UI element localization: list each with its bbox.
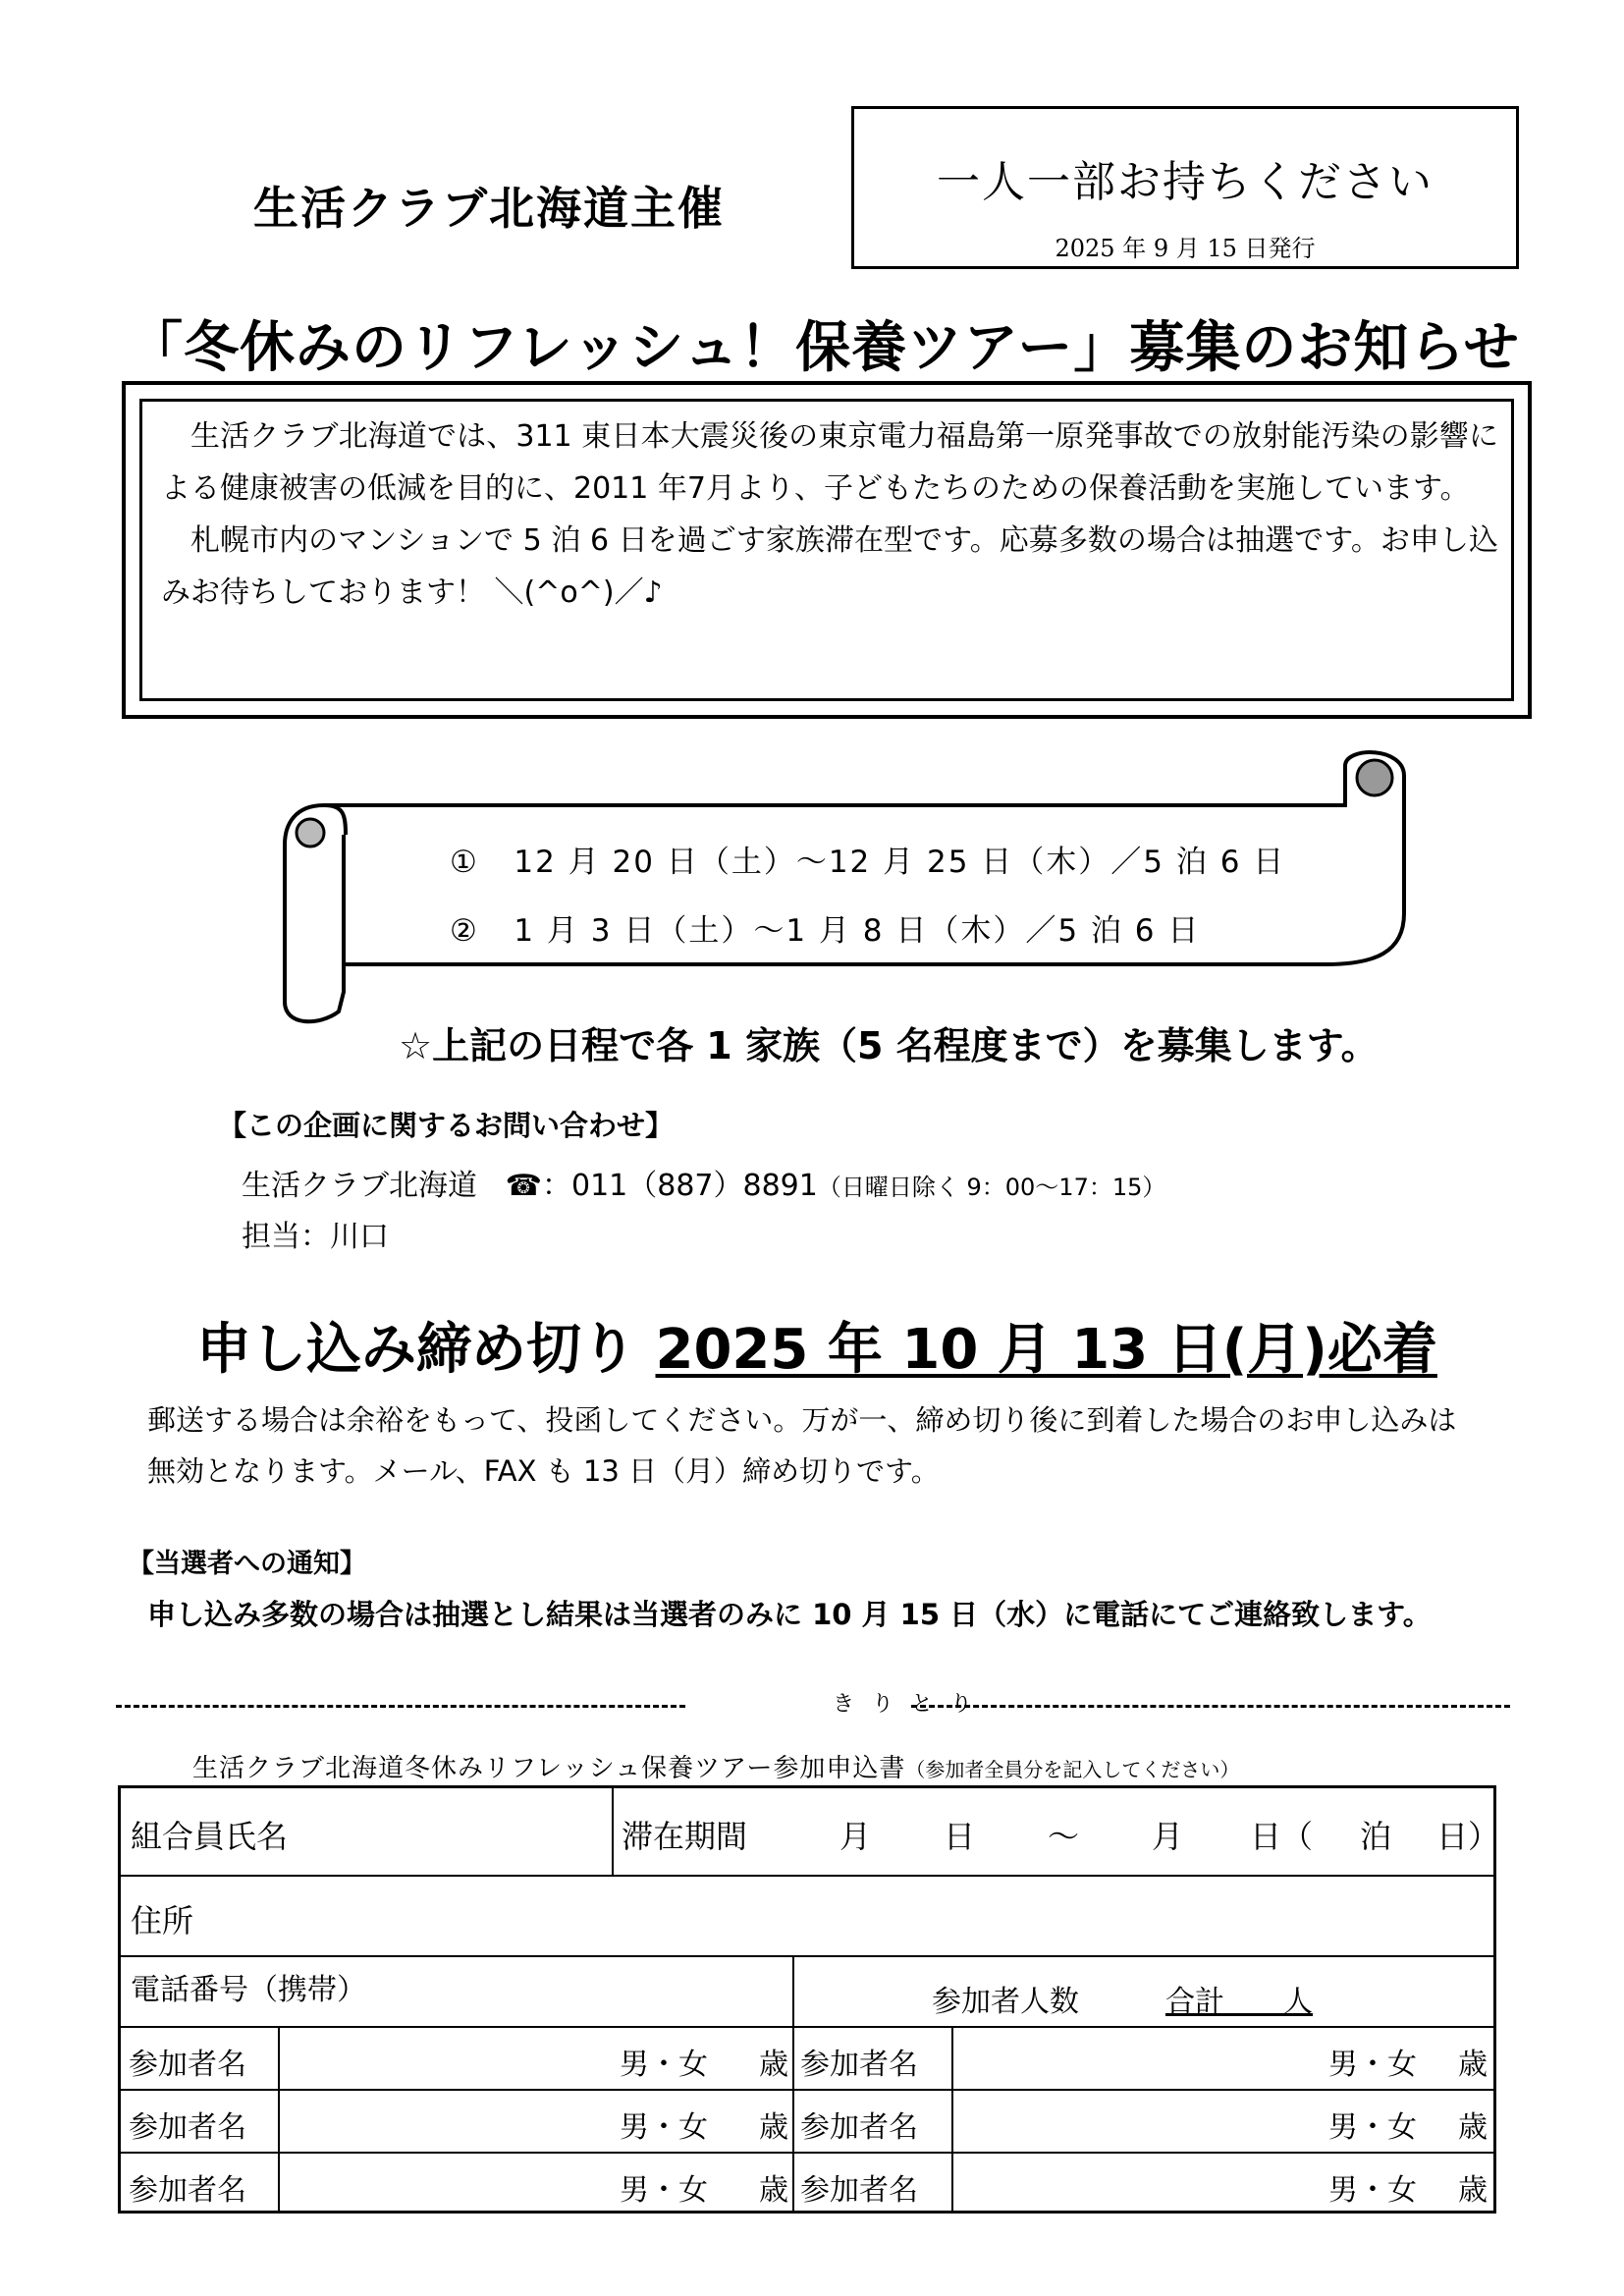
age-label: 歳 xyxy=(1458,2173,1488,2208)
stay-day-2: 日（ xyxy=(1250,1818,1314,1855)
intro-text xyxy=(161,410,1498,619)
divider xyxy=(792,2152,794,2211)
contact-tel: ：011（887）8891 xyxy=(541,1169,818,1203)
application-form xyxy=(118,1785,1500,2214)
age-label: 歳 xyxy=(759,2048,788,2082)
cut-line xyxy=(116,1687,1510,1722)
notice-box xyxy=(851,106,1519,269)
intro-box xyxy=(122,381,1532,719)
divider xyxy=(951,2026,953,2089)
participant-label: 参加者名 xyxy=(800,2048,918,2082)
deadline-heading: 申し込み締め切り 2025 年 10 月 13 日(月)必着 xyxy=(196,1318,1437,1382)
contact-hours: （日曜日除く 9：00～17：15） xyxy=(817,1174,1166,1201)
age-label: 歳 xyxy=(1458,2110,1488,2145)
divider xyxy=(612,1788,614,1875)
gender-option[interactable]: 男・女 xyxy=(620,2173,708,2208)
phone-label: 電話番号（携帯） xyxy=(131,1973,366,2007)
title-rest: 募集のお知らせ xyxy=(1129,316,1520,380)
age-label: 歳 xyxy=(1458,2048,1488,2082)
divider xyxy=(278,2152,280,2211)
cut-dash-right xyxy=(911,1705,1510,1708)
stay-tilde: ～ xyxy=(1048,1818,1080,1855)
age-label: 歳 xyxy=(759,2173,788,2208)
participant-label: 参加者名 xyxy=(129,2110,246,2145)
participant-label: 参加者名 xyxy=(129,2048,246,2082)
participants-count-label: 参加者人数 xyxy=(932,1985,1079,2019)
divider xyxy=(792,2026,794,2089)
participant-label: 参加者名 xyxy=(800,2173,918,2208)
divider xyxy=(951,2089,953,2152)
schedule-item-1: ① 12 月 20 日（土）～12 月 25 日（木）／5 泊 6 日 xyxy=(450,845,1286,880)
divider xyxy=(951,2152,953,2211)
intro-paragraph-1: 生活クラブ北海道では、311 東日本大震災後の東京電力福島第一原発事故での放射能汚染の影響による健康被害の低減を目的に、2011 年7月より、子どもたちのための保養活動を実施しています。 xyxy=(161,419,1498,506)
divider xyxy=(278,2089,280,2152)
issue-date: 2025 年 9 月 15 日発行 xyxy=(1055,235,1316,262)
stay-period-label: 滞在期間 xyxy=(622,1818,748,1855)
participant-row-2 xyxy=(121,2089,1493,2154)
gender-option[interactable]: 男・女 xyxy=(1328,2110,1417,2145)
form-row-phone xyxy=(121,1955,1493,2028)
stay-nights: 泊 xyxy=(1360,1818,1392,1855)
stay-day-1: 日 xyxy=(944,1818,976,1855)
title-quoted: 「冬休みのリフレッシュ！保養ツアー」 xyxy=(128,316,1130,380)
one-copy-notice: 一人一部お持ちください xyxy=(937,157,1434,207)
stay-period-field[interactable] xyxy=(622,1812,1500,1875)
gender-option[interactable]: 男・女 xyxy=(620,2110,708,2145)
organizer-title: 生活クラブ北海道主催 xyxy=(253,182,725,235)
form-title-note: （参加者全員分を記入してください） xyxy=(905,1758,1240,1781)
form-title: 生活クラブ北海道冬休みリフレッシュ保養ツアー参加申込書（参加者全員分を記入してください） xyxy=(192,1754,1240,1783)
deadline-note: 郵送する場合は余裕をもって、投函してください。万が一、締め切り後に到着した場合のお申し込みは無効となります。メール、FAX も 13 日（月）締め切りです。 xyxy=(147,1403,1457,1488)
contact-line xyxy=(242,1161,1165,1204)
gender-option[interactable]: 男・女 xyxy=(1328,2048,1417,2082)
schedule-item-2: ② 1 月 3 日（土）～1 月 8 日（木）／5 泊 6 日 xyxy=(450,913,1201,949)
participant-row-3 xyxy=(121,2152,1493,2211)
deadline-date: 2025 年 10 月 13 日(月)必着 xyxy=(655,1318,1437,1382)
cut-label: きりとり xyxy=(833,1692,991,1717)
participant-label: 参加者名 xyxy=(800,2110,918,2145)
gender-option[interactable]: 男・女 xyxy=(1328,2173,1417,2208)
contact-heading: 【この企画に関するお問い合わせ】 xyxy=(218,1109,675,1142)
age-label: 歳 xyxy=(759,2110,788,2145)
page-title xyxy=(128,304,1520,383)
form-row-address[interactable] xyxy=(121,1875,1493,1957)
notice-heading: 【当選者への通知】 xyxy=(128,1549,366,1579)
participant-label: 参加者名 xyxy=(129,2173,246,2208)
address-label: 住所 xyxy=(131,1902,194,1940)
stay-close: 日） xyxy=(1436,1818,1500,1855)
telephone-icon: ☎ xyxy=(505,1169,542,1203)
member-name-label: 組合員氏名 xyxy=(131,1818,289,1855)
stay-month-1: 月 xyxy=(839,1818,872,1855)
scroll-banner-graphic xyxy=(265,746,1424,1031)
divider xyxy=(278,2026,280,2089)
participant-row-1 xyxy=(121,2026,1493,2091)
divider xyxy=(792,2089,794,2152)
gender-option[interactable]: 男・女 xyxy=(620,2048,708,2082)
divider xyxy=(792,1955,794,2026)
cut-dash-left xyxy=(116,1705,685,1708)
notice-text: 申し込み多数の場合は抽選とし結果は当選者のみに 10 月 15 日（水）に電話にてご連絡致します。 xyxy=(147,1598,1432,1631)
form-row-member xyxy=(121,1788,1500,1877)
intro-paragraph-2: 札幌市内のマンションで 5 泊 6 日を過ごす家族滞在型です。応募多数の場合は抽選です。お申し込みお待ちしております！ ＼(^o^)／♪ xyxy=(161,523,1498,610)
contact-org: 生活クラブ北海道 xyxy=(242,1169,477,1203)
stay-month-2: 月 xyxy=(1152,1818,1184,1855)
contact-person: 担当：川口 xyxy=(242,1220,389,1254)
recruit-note: ☆上記の日程で各 1 家族（5 名程度まで）を募集します。 xyxy=(399,1024,1379,1067)
participants-total[interactable]: 合計 人 xyxy=(1165,1985,1313,2019)
